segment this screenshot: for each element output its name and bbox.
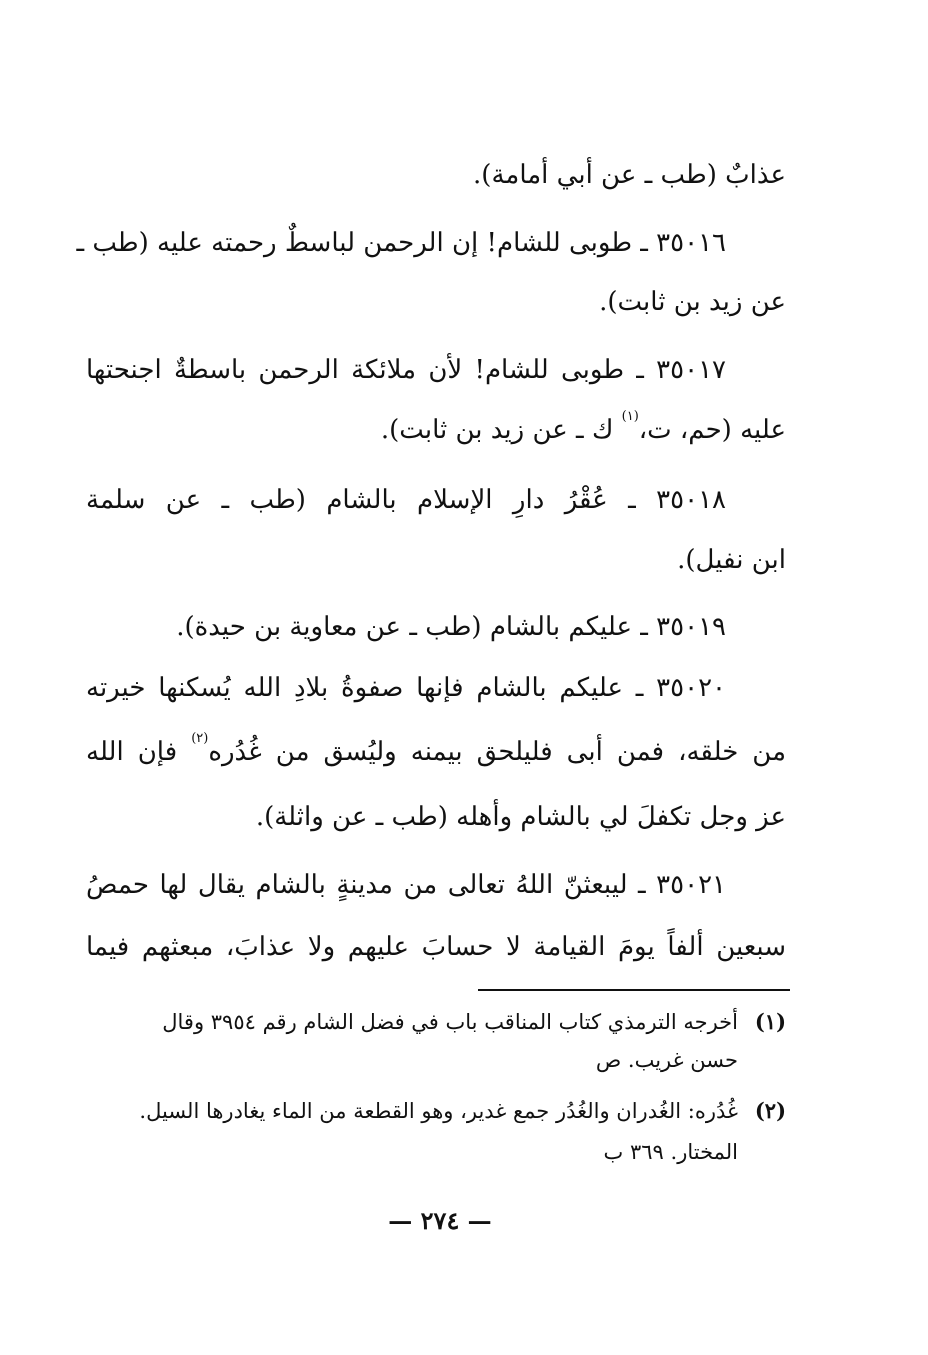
text-line: من خلقه، فمن أبى فليلحق بيمنه وليُسق من غُدُره$^{(٢)}$ فإن الله (86, 731, 787, 767)
hadith-35019: ٣٥٠١٩ ـ عليكم بالشام (طب ـ عن معاوية بن حيدة). (176, 612, 726, 642)
footnote-2-continued: المختار. ٣٦٩ ب (603, 1140, 738, 1164)
hadith-35020: ٣٥٠٢٠ ـ عليكم بالشام فإنها صفوةُ بلادِ الله يُسكنها خيرته (86, 673, 726, 703)
hadith-35017: ٣٥٠١٧ ـ طوبى للشام! لأن ملائكة الرحمن باسطةٌ اجنحتها (86, 355, 726, 385)
hadith-35018: ٣٥٠١٨ ـ عُقْرُ دارِ الإسلام بالشام (طب ـ عن سلمة (86, 485, 726, 515)
text-line: ابن نفيل). (677, 545, 786, 575)
footnote-ref: (١) (621, 409, 639, 424)
footnotes (76, 0, 786, 1200)
hadith-35021: ٣٥٠٢١ ـ ليبعثنّ اللهُ تعالى من مدينةٍ بالشام يقال لها حمصُ (86, 870, 726, 900)
footnote-2: (٢)غُدُره: الغُدران والغُدُر جمع غدير، وهو القطعة من الماء يغادرها السيل. (139, 1098, 786, 1123)
text-line: سبعين ألفاً يومَ القيامة لا حسابَ عليهم ولا عذابَ، مبعثهم فيما (86, 932, 786, 962)
text-line: عز وجل تكفلَ لي بالشام وأهله (طب ـ عن واثلة). (255, 802, 786, 832)
footnote-1-continued: حسن غريب. ص (595, 1048, 738, 1072)
footnote-ref: (٢) (191, 731, 209, 746)
hadith-35016: ٣٥٠١٦ ـ طوبى للشام! إن الرحمن لباسطٌ رحمته عليه (طب ـ (76, 228, 726, 258)
text-line: عن زيد بن ثابت). (599, 287, 786, 317)
footnote-1: (١)أخرجه الترمذي كتاب المناقب باب في فضل الشام رقم ٣٩٥٤ وقال (162, 1009, 786, 1034)
text-line: عذابٌ (طب ـ عن أبي أمامة). (473, 160, 786, 190)
page-number: — ٢٧٤ — (388, 1206, 492, 1235)
text-line: عليه (حم، ت،$^{(١)}$ ك ـ عن زيد بن ثابت). (380, 409, 786, 445)
